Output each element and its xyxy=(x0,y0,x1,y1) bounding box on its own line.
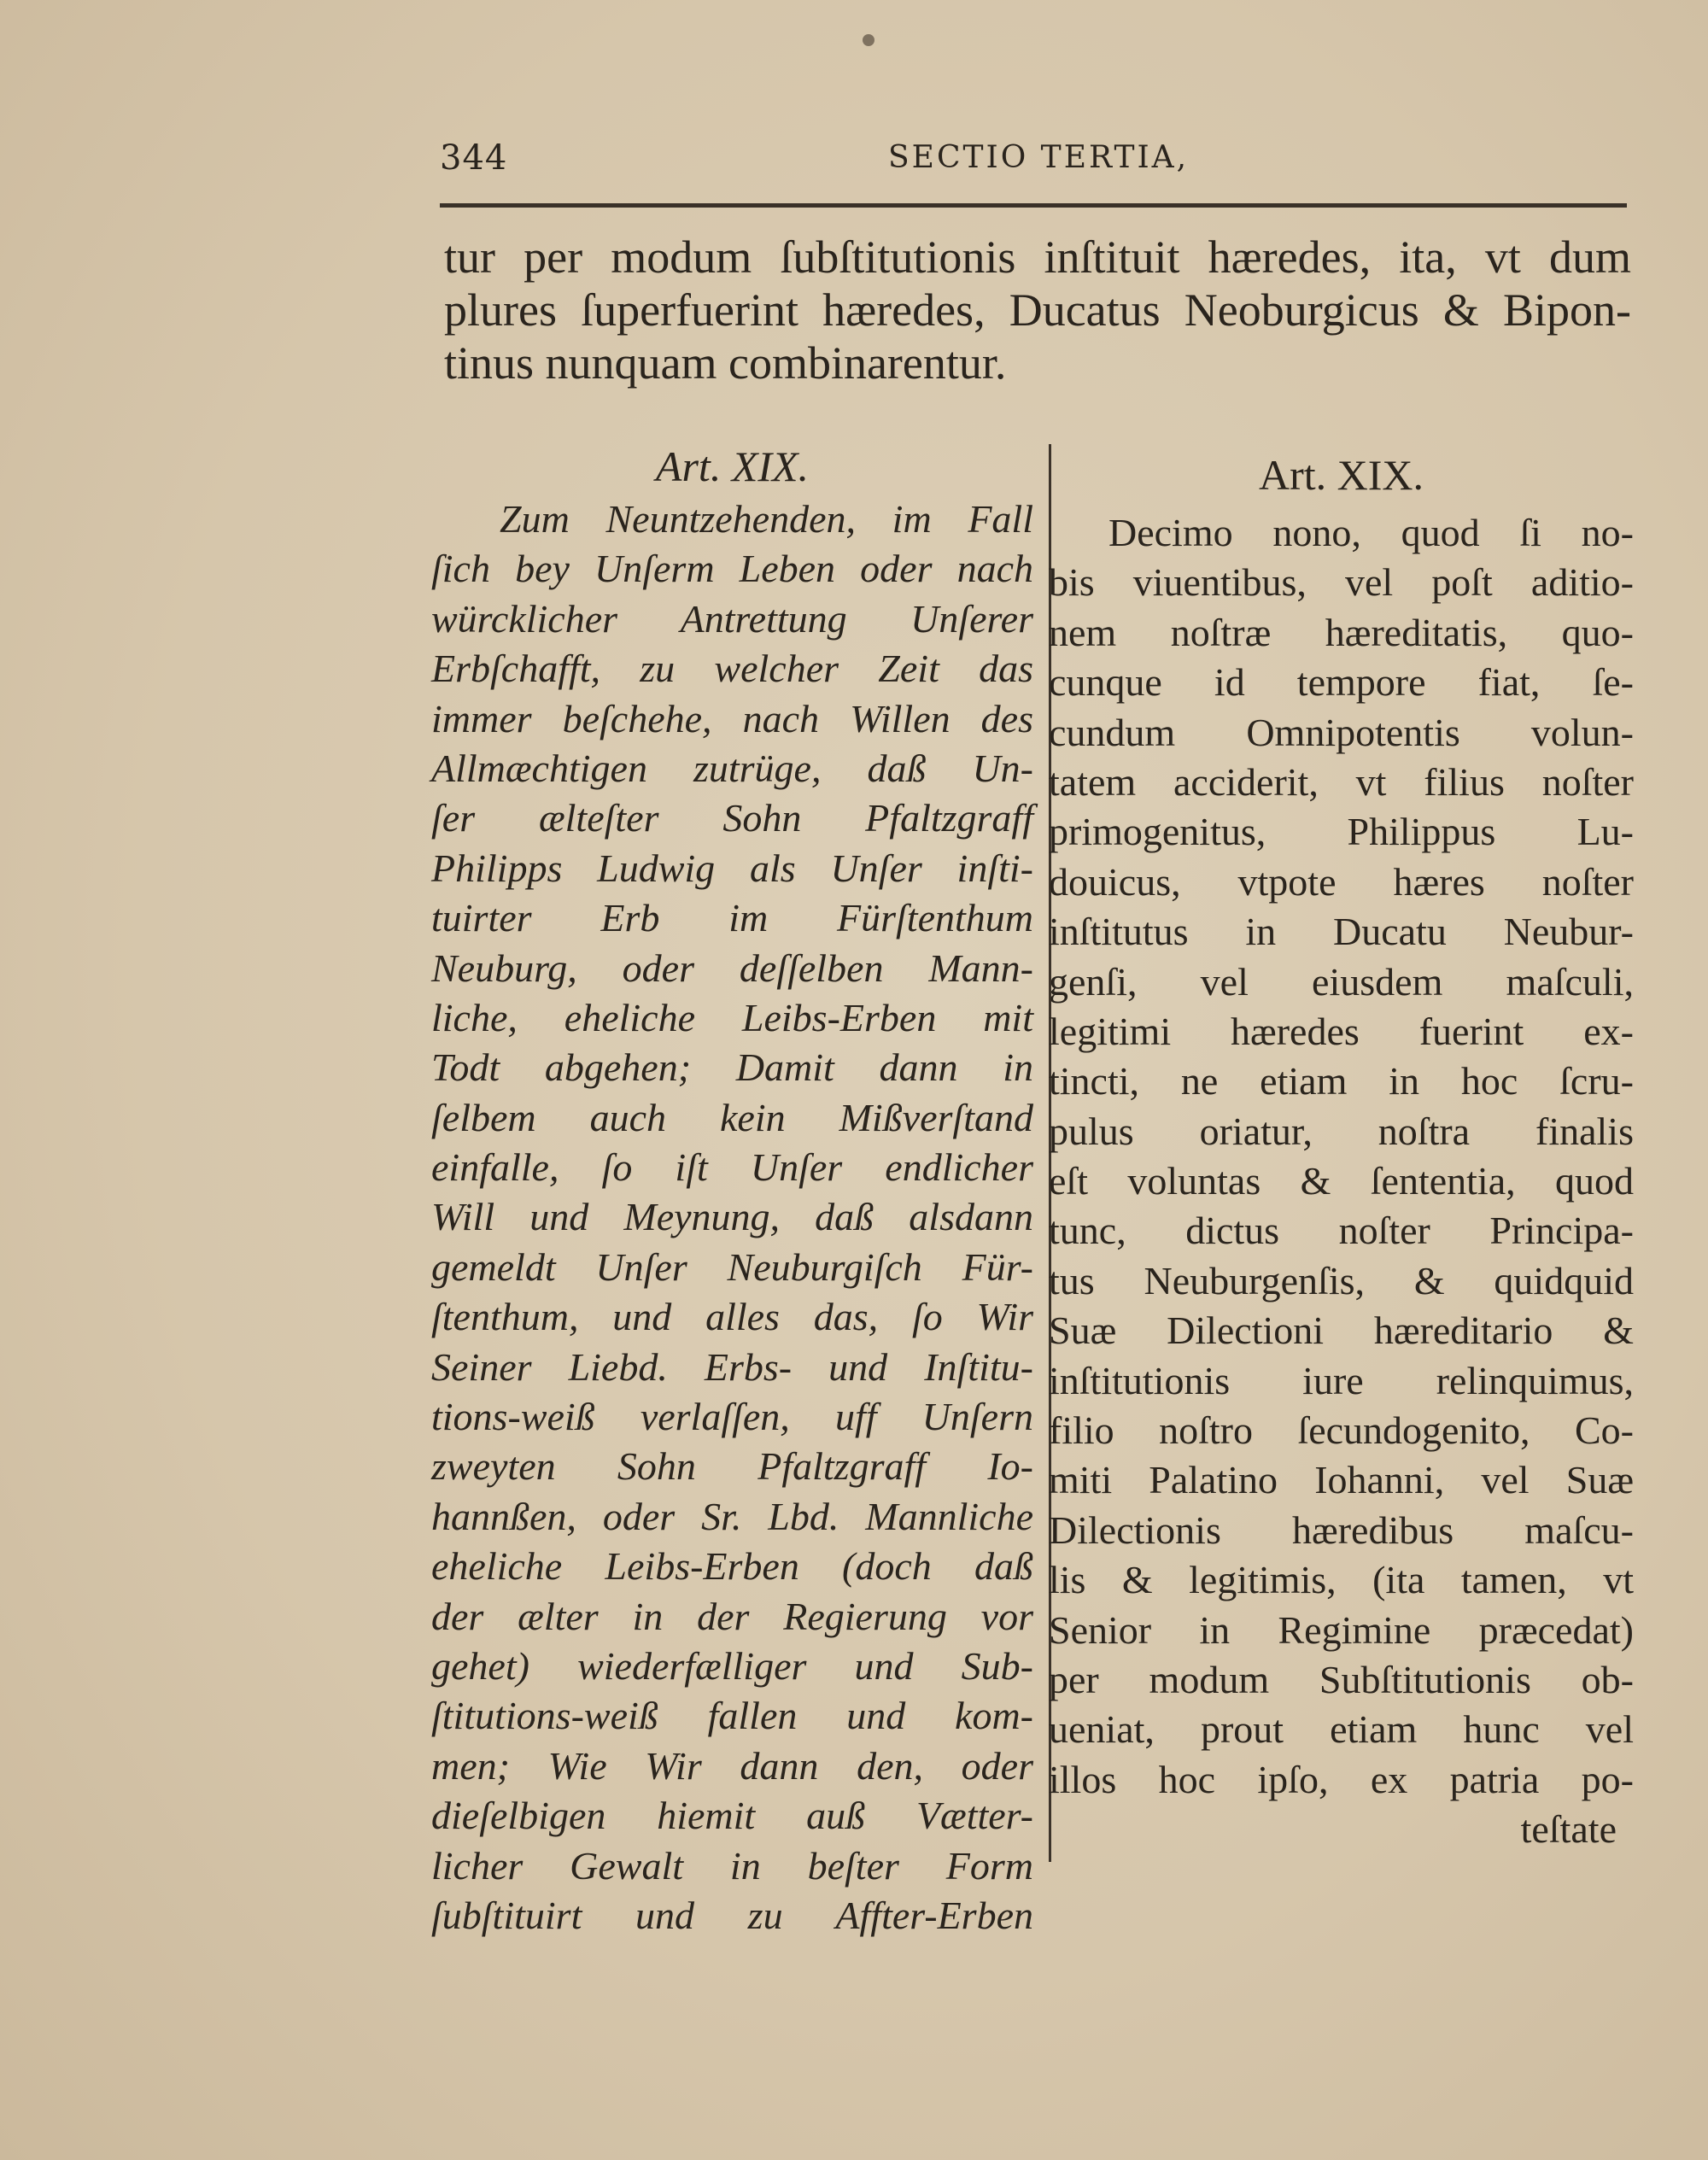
text-line: primogenitus, Philippus Lu- xyxy=(1049,810,1634,854)
text-line: genſi, vel eiusdem maſculi, xyxy=(1049,959,1634,1004)
text-line: douicus, vtpote hæres noſter xyxy=(1049,859,1634,904)
german-column xyxy=(431,440,1033,1940)
continuation-paragraph xyxy=(444,231,1631,389)
article-heading-german: Art. XIX. xyxy=(655,442,810,490)
text-line: ſelbem auch kein Mißverſtand xyxy=(431,1095,1033,1139)
text-line: bis viuentibus, vel poſt aditio- xyxy=(1049,560,1634,605)
header-rule xyxy=(440,203,1627,208)
text-line: ſich bey Unſerm Leben oder nach xyxy=(431,547,1033,591)
text-line: ſer ælteſter Sohn Pfaltzgraff xyxy=(431,796,1033,840)
text-line: per modum Subſtitutionis ob- xyxy=(1049,1657,1634,1701)
text-line: Will und Meynung, daß alsdann xyxy=(431,1195,1033,1239)
ink-spot xyxy=(863,34,874,46)
text-line: tincti, ne etiam in hoc ſcru- xyxy=(1049,1059,1634,1103)
text-line: gemeldt Unſer Neuburgiſch Für- xyxy=(431,1244,1033,1289)
text-line: legitimi hæredes fuerint ex- xyxy=(1049,1009,1634,1053)
text-line: miti Palatino Iohanni, vel Suæ xyxy=(1049,1458,1634,1502)
text-line: eheliche Leibs-Erben (doch daß xyxy=(431,1544,1033,1589)
text-line: liche, eheliche Leibs-Erben mit xyxy=(431,995,1033,1039)
text-line: men; Wie Wir dann den, oder xyxy=(431,1743,1033,1788)
article-heading-latin: Art. XIX. xyxy=(1258,451,1424,499)
text-line: nem noſtræ hæreditatis, quo- xyxy=(1049,610,1634,654)
text-line: tur per modum ſubſtitutionis inſtituit hæredes, ita, vt dum xyxy=(444,231,1631,283)
text-line: filio noſtro ſecundogenito, Co- xyxy=(1049,1408,1634,1453)
text-line: der ælter in der Regierung vor xyxy=(431,1594,1033,1638)
text-line: tatem acciderit, vt filius noſter xyxy=(1049,759,1634,804)
text-line: tunc, dictus noſter Principa- xyxy=(1049,1209,1634,1253)
text-line: würcklicher Antrettung Unſerer xyxy=(431,596,1033,641)
text-line: Philipps Ludwig als Unſer inſti- xyxy=(431,846,1033,890)
text-line: Seiner Liebd. Erbs- und Inſtitu- xyxy=(431,1344,1033,1389)
text-line: licher Gewalt in beſter Form xyxy=(431,1843,1033,1888)
text-line: Dilectionis hæredibus maſcu- xyxy=(1049,1507,1634,1552)
text-line: Suæ Dilectioni hæreditario & xyxy=(1049,1308,1634,1353)
text-line: gehet) wiederfælliger und Sub- xyxy=(431,1643,1033,1688)
text-line: inſtitutus in Ducatu Neubur- xyxy=(1049,910,1634,954)
text-line: einfalle, ſo iſt Unſer endlicher xyxy=(431,1145,1033,1190)
text-line: plures ſuperfuerint hæredes, Ducatus Neoburgicus & Bipon- xyxy=(444,284,1631,336)
text-line: pulus oriatur, noſtra finalis xyxy=(1049,1109,1634,1153)
text-line: Senior in Regimine præcedat) xyxy=(1049,1607,1634,1652)
text-line: ſtitutions-weiß fallen und kom- xyxy=(431,1694,1033,1738)
text-line: lis & legitimis, (ita tamen, vt xyxy=(1049,1558,1634,1602)
text-line: Decimo nono, quod ſi no- xyxy=(1108,511,1634,554)
catchword: teſtate xyxy=(1520,1807,1617,1852)
latin-column xyxy=(1049,448,1634,1855)
page-header xyxy=(440,138,1627,190)
text-line: eſt voluntas & ſententia, quod xyxy=(1049,1159,1634,1203)
text-line: Erbſchafft, zu welcher Zeit das xyxy=(431,647,1033,691)
text-line: immer beſchehe, nach Willen des xyxy=(431,696,1033,740)
text-line: tuirter Erb im Fürſtenthum xyxy=(431,896,1033,940)
text-line: dieſelbigen hiemit auß Vætter- xyxy=(431,1794,1033,1838)
text-line: tions-weiß verlaſſen, uff Unſern xyxy=(431,1395,1033,1439)
text-line: cunque id tempore fiat, ſe- xyxy=(1049,660,1634,705)
text-line: Allmæchtigen zutrüge, daß Un- xyxy=(431,746,1033,790)
text-line: ſubſtituirt und zu Affter-Erben xyxy=(431,1893,1033,1937)
text-line: hannßen, oder Sr. Lbd. Mannliche xyxy=(431,1494,1033,1538)
running-head: SECTIO TERTIA, xyxy=(888,140,1190,175)
text-line: tus Neuburgenſis, & quidquid xyxy=(1049,1258,1634,1302)
text-line: Zum Neuntzehenden, im Fall xyxy=(500,497,1033,541)
latin-text xyxy=(1049,508,1634,1855)
text-line: ſtenthum, und alles das, ſo Wir xyxy=(431,1295,1033,1339)
german-text xyxy=(431,495,1033,1940)
text-line: inſtitutionis iure relinquimus, xyxy=(1049,1358,1634,1402)
text-line: illos hoc ipſo, ex patria po- xyxy=(1049,1757,1634,1801)
text-line: cundum Omnipotentis volun- xyxy=(1049,710,1634,754)
text-line: ueniat, prout etiam hunc vel xyxy=(1049,1707,1634,1752)
text-line: Neuburg, oder deſſelben Mann- xyxy=(431,945,1033,990)
page-number: 344 xyxy=(440,138,508,178)
text-line: zweyten Sohn Pfaltzgraff Io- xyxy=(431,1444,1033,1489)
text-line: tinus nunquam combinarentur. xyxy=(444,337,1007,389)
text-line: Todt abgehen; Damit dann in xyxy=(431,1045,1033,1090)
